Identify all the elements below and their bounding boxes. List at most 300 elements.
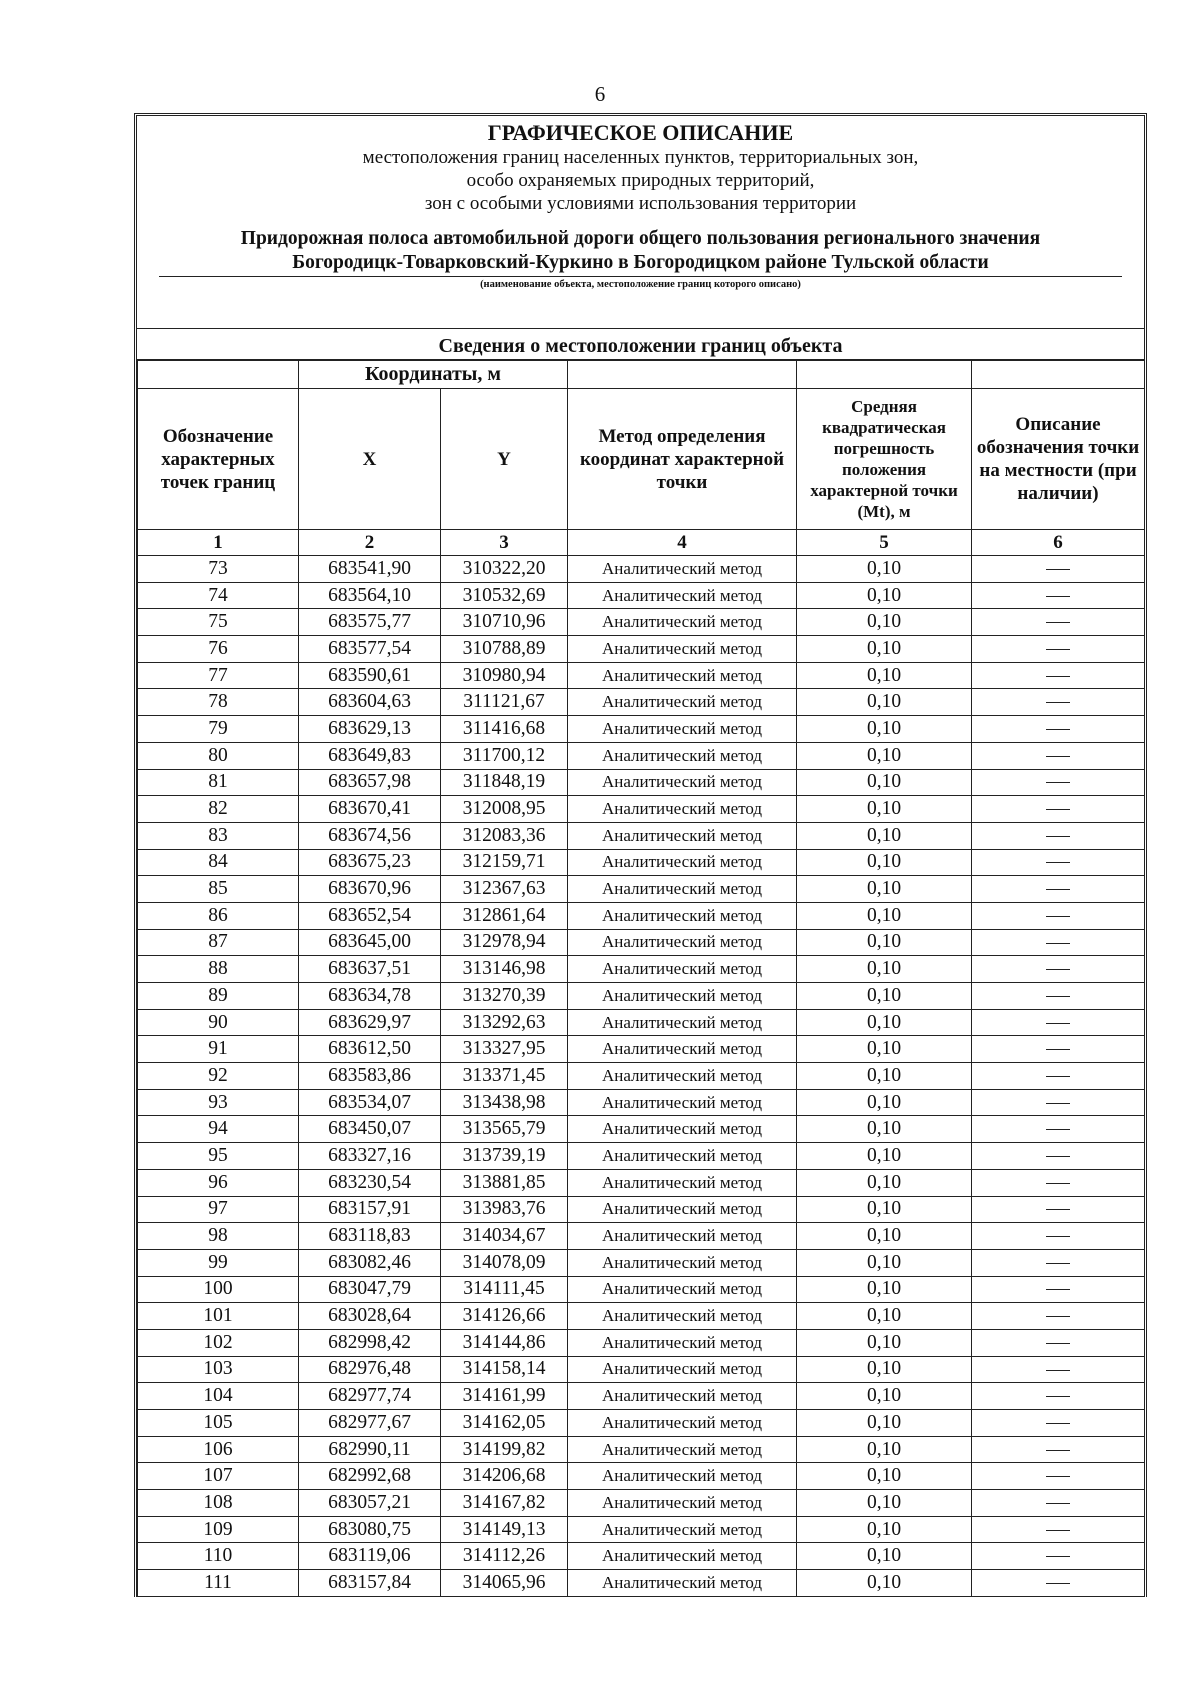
error-cell: 0,10 bbox=[797, 1196, 972, 1223]
table-row bbox=[138, 1089, 1145, 1116]
error-cell: 0,10 bbox=[797, 1356, 972, 1383]
method-cell: Аналитический метод bbox=[568, 1383, 797, 1410]
document-frame bbox=[134, 113, 1147, 1597]
description-cell bbox=[972, 1463, 1145, 1490]
table-row bbox=[138, 902, 1145, 929]
column-header-description: Описание обозначения точки на местности (при наличии) bbox=[972, 389, 1145, 530]
y-cell: 314162,05 bbox=[441, 1410, 568, 1437]
y-cell: 310710,96 bbox=[441, 609, 568, 636]
point-cell: 92 bbox=[138, 1063, 299, 1090]
description-cell bbox=[972, 1570, 1145, 1597]
table-row bbox=[138, 609, 1145, 636]
table-row bbox=[138, 1570, 1145, 1597]
point-cell: 98 bbox=[138, 1223, 299, 1250]
description-cell bbox=[972, 983, 1145, 1010]
dash-mark bbox=[1046, 1343, 1070, 1344]
x-cell: 683674,56 bbox=[299, 822, 441, 849]
table-row bbox=[138, 582, 1145, 609]
point-cell: 94 bbox=[138, 1116, 299, 1143]
y-cell: 311848,19 bbox=[441, 769, 568, 796]
section-title: Сведения о местоположении границ объекта bbox=[137, 328, 1144, 360]
table-body bbox=[138, 556, 1145, 1597]
error-cell: 0,10 bbox=[797, 1516, 972, 1543]
header-cell-blank bbox=[972, 361, 1145, 389]
dash-mark bbox=[1046, 1209, 1070, 1210]
error-cell: 0,10 bbox=[797, 956, 972, 983]
description-cell bbox=[972, 662, 1145, 689]
error-cell: 0,10 bbox=[797, 1063, 972, 1090]
error-cell: 0,10 bbox=[797, 716, 972, 743]
x-cell: 683080,75 bbox=[299, 1516, 441, 1543]
description-cell bbox=[972, 822, 1145, 849]
dash-mark bbox=[1046, 1076, 1070, 1077]
y-cell: 314144,86 bbox=[441, 1329, 568, 1356]
error-cell: 0,10 bbox=[797, 929, 972, 956]
error-cell: 0,10 bbox=[797, 1223, 972, 1250]
x-cell: 683028,64 bbox=[299, 1303, 441, 1330]
x-cell: 683450,07 bbox=[299, 1116, 441, 1143]
method-cell: Аналитический метод bbox=[568, 1463, 797, 1490]
x-cell: 682976,48 bbox=[299, 1356, 441, 1383]
table-row bbox=[138, 1329, 1145, 1356]
table-row bbox=[138, 1490, 1145, 1517]
y-cell: 312159,71 bbox=[441, 849, 568, 876]
x-cell: 683670,96 bbox=[299, 876, 441, 903]
column-number: 1 bbox=[138, 530, 299, 556]
error-cell: 0,10 bbox=[797, 1116, 972, 1143]
description-cell bbox=[972, 1356, 1145, 1383]
table-row bbox=[138, 956, 1145, 983]
error-cell: 0,10 bbox=[797, 689, 972, 716]
y-cell: 313371,45 bbox=[441, 1063, 568, 1090]
dash-mark bbox=[1046, 676, 1070, 677]
y-cell: 310322,20 bbox=[441, 556, 568, 583]
description-cell bbox=[972, 956, 1145, 983]
subtitle-line: зон с особыми условиями использования территории bbox=[424, 193, 857, 214]
table-row bbox=[138, 929, 1145, 956]
point-cell: 91 bbox=[138, 1036, 299, 1063]
method-cell: Аналитический метод bbox=[568, 1009, 797, 1036]
error-cell: 0,10 bbox=[797, 1329, 972, 1356]
point-cell: 99 bbox=[138, 1249, 299, 1276]
method-cell: Аналитический метод bbox=[568, 902, 797, 929]
table-row bbox=[138, 1196, 1145, 1223]
table-row bbox=[138, 796, 1145, 823]
x-cell: 683583,86 bbox=[299, 1063, 441, 1090]
header-cell-blank bbox=[138, 361, 299, 389]
description-cell bbox=[972, 1089, 1145, 1116]
document-title: ГРАФИЧЕСКОЕ ОПИСАНИЕ bbox=[487, 120, 794, 145]
x-cell: 683575,77 bbox=[299, 609, 441, 636]
point-cell: 110 bbox=[138, 1543, 299, 1570]
description-cell bbox=[972, 1329, 1145, 1356]
point-cell: 87 bbox=[138, 929, 299, 956]
dash-mark bbox=[1046, 1236, 1070, 1237]
error-cell: 0,10 bbox=[797, 769, 972, 796]
table-row bbox=[138, 1009, 1145, 1036]
x-cell: 682990,11 bbox=[299, 1436, 441, 1463]
dash-mark bbox=[1046, 969, 1070, 970]
x-cell: 683230,54 bbox=[299, 1169, 441, 1196]
table-row bbox=[138, 1436, 1145, 1463]
point-cell: 89 bbox=[138, 983, 299, 1010]
error-cell: 0,10 bbox=[797, 983, 972, 1010]
description-cell bbox=[972, 1410, 1145, 1437]
description-cell bbox=[972, 876, 1145, 903]
dash-mark bbox=[1046, 862, 1070, 863]
error-cell: 0,10 bbox=[797, 1143, 972, 1170]
point-cell: 105 bbox=[138, 1410, 299, 1437]
description-cell bbox=[972, 716, 1145, 743]
table-row bbox=[138, 1303, 1145, 1330]
y-cell: 314158,14 bbox=[441, 1356, 568, 1383]
description-cell bbox=[972, 556, 1145, 583]
dash-mark bbox=[1046, 622, 1070, 623]
description-cell bbox=[972, 1490, 1145, 1517]
point-cell: 75 bbox=[138, 609, 299, 636]
dash-mark bbox=[1046, 1476, 1070, 1477]
point-cell: 100 bbox=[138, 1276, 299, 1303]
description-cell bbox=[972, 1383, 1145, 1410]
dash-mark bbox=[1046, 702, 1070, 703]
x-cell: 683057,21 bbox=[299, 1490, 441, 1517]
object-caption: (наименование объекта, местоположение границ которого описано) bbox=[480, 279, 801, 290]
x-cell: 683157,91 bbox=[299, 1196, 441, 1223]
y-cell: 314126,66 bbox=[441, 1303, 568, 1330]
x-cell: 683675,23 bbox=[299, 849, 441, 876]
object-name-line: Придорожная полоса автомобильной дороги общего пользования регионального значения bbox=[240, 228, 1041, 249]
description-cell bbox=[972, 902, 1145, 929]
column-header-point: Обозначение характерных точек границ bbox=[138, 389, 299, 530]
method-cell: Аналитический метод bbox=[568, 1249, 797, 1276]
dash-mark bbox=[1046, 1530, 1070, 1531]
y-cell: 313565,79 bbox=[441, 1116, 568, 1143]
method-cell: Аналитический метод bbox=[568, 1303, 797, 1330]
table-row bbox=[138, 1249, 1145, 1276]
table-row bbox=[138, 1223, 1145, 1250]
description-cell bbox=[972, 1543, 1145, 1570]
method-cell: Аналитический метод bbox=[568, 1543, 797, 1570]
description-cell bbox=[972, 636, 1145, 663]
error-cell: 0,10 bbox=[797, 1543, 972, 1570]
table-row bbox=[138, 556, 1145, 583]
dash-mark bbox=[1046, 1049, 1070, 1050]
x-cell: 683119,06 bbox=[299, 1543, 441, 1570]
method-cell: Аналитический метод bbox=[568, 1410, 797, 1437]
column-number: 5 bbox=[797, 530, 972, 556]
description-cell bbox=[972, 1516, 1145, 1543]
y-cell: 314078,09 bbox=[441, 1249, 568, 1276]
y-cell: 312367,63 bbox=[441, 876, 568, 903]
table-row bbox=[138, 742, 1145, 769]
point-cell: 96 bbox=[138, 1169, 299, 1196]
y-cell: 313146,98 bbox=[441, 956, 568, 983]
dash-mark bbox=[1046, 1129, 1070, 1130]
table-row bbox=[138, 1543, 1145, 1570]
dash-mark bbox=[1046, 836, 1070, 837]
y-cell: 313438,98 bbox=[441, 1089, 568, 1116]
point-cell: 102 bbox=[138, 1329, 299, 1356]
description-cell bbox=[972, 1223, 1145, 1250]
table-row bbox=[138, 983, 1145, 1010]
y-cell: 314065,96 bbox=[441, 1570, 568, 1597]
x-cell: 683657,98 bbox=[299, 769, 441, 796]
y-cell: 311700,12 bbox=[441, 742, 568, 769]
description-cell bbox=[972, 1116, 1145, 1143]
description-cell bbox=[972, 1169, 1145, 1196]
dash-mark bbox=[1046, 1423, 1070, 1424]
dash-mark bbox=[1046, 1370, 1070, 1371]
point-cell: 84 bbox=[138, 849, 299, 876]
dash-mark bbox=[1046, 756, 1070, 757]
header-coordinates-group: Координаты, м bbox=[299, 361, 568, 389]
coordinates-table bbox=[137, 360, 1145, 1597]
description-cell bbox=[972, 1009, 1145, 1036]
method-cell: Аналитический метод bbox=[568, 1196, 797, 1223]
point-cell: 93 bbox=[138, 1089, 299, 1116]
method-cell: Аналитический метод bbox=[568, 822, 797, 849]
point-cell: 108 bbox=[138, 1490, 299, 1517]
column-header-x: X bbox=[299, 389, 441, 530]
description-cell bbox=[972, 1276, 1145, 1303]
y-cell: 312978,94 bbox=[441, 929, 568, 956]
description-cell bbox=[972, 1196, 1145, 1223]
x-cell: 683637,51 bbox=[299, 956, 441, 983]
error-cell: 0,10 bbox=[797, 1249, 972, 1276]
error-cell: 0,10 bbox=[797, 1009, 972, 1036]
point-cell: 83 bbox=[138, 822, 299, 849]
dash-mark bbox=[1046, 729, 1070, 730]
error-cell: 0,10 bbox=[797, 876, 972, 903]
y-cell: 311416,68 bbox=[441, 716, 568, 743]
error-cell: 0,10 bbox=[797, 822, 972, 849]
point-cell: 86 bbox=[138, 902, 299, 929]
x-cell: 683645,00 bbox=[299, 929, 441, 956]
error-cell: 0,10 bbox=[797, 1303, 972, 1330]
method-cell: Аналитический метод bbox=[568, 1169, 797, 1196]
x-cell: 683590,61 bbox=[299, 662, 441, 689]
table-row bbox=[138, 1036, 1145, 1063]
method-cell: Аналитический метод bbox=[568, 636, 797, 663]
error-cell: 0,10 bbox=[797, 609, 972, 636]
dash-mark bbox=[1046, 1503, 1070, 1504]
y-cell: 311121,67 bbox=[441, 689, 568, 716]
description-cell bbox=[972, 1063, 1145, 1090]
object-name-line: Богородицк-Товарковский-Куркино в Богородицком районе Тульской области bbox=[292, 252, 989, 273]
x-cell: 683634,78 bbox=[299, 983, 441, 1010]
error-cell: 0,10 bbox=[797, 849, 972, 876]
dash-mark bbox=[1046, 782, 1070, 783]
x-cell: 683629,97 bbox=[299, 1009, 441, 1036]
dash-mark bbox=[1046, 1263, 1070, 1264]
x-cell: 682998,42 bbox=[299, 1329, 441, 1356]
x-cell: 683652,54 bbox=[299, 902, 441, 929]
dash-mark bbox=[1046, 649, 1070, 650]
table-row bbox=[138, 636, 1145, 663]
point-cell: 95 bbox=[138, 1143, 299, 1170]
error-cell: 0,10 bbox=[797, 1570, 972, 1597]
table-row bbox=[138, 1410, 1145, 1437]
error-cell: 0,10 bbox=[797, 1036, 972, 1063]
method-cell: Аналитический метод bbox=[568, 1329, 797, 1356]
y-cell: 312083,36 bbox=[441, 822, 568, 849]
x-cell: 683534,07 bbox=[299, 1089, 441, 1116]
point-cell: 78 bbox=[138, 689, 299, 716]
dash-mark bbox=[1046, 1103, 1070, 1104]
table-row bbox=[138, 822, 1145, 849]
column-header-y: Y bbox=[441, 389, 568, 530]
x-cell: 683670,41 bbox=[299, 796, 441, 823]
point-cell: 85 bbox=[138, 876, 299, 903]
error-cell: 0,10 bbox=[797, 1436, 972, 1463]
dash-mark bbox=[1046, 569, 1070, 570]
object-name bbox=[145, 227, 1136, 275]
y-cell: 314167,82 bbox=[441, 1490, 568, 1517]
column-header-error: Средняя квадратическая погрешность положения характерной точки (Mt), м bbox=[797, 389, 972, 530]
method-cell: Аналитический метод bbox=[568, 742, 797, 769]
x-cell: 683082,46 bbox=[299, 1249, 441, 1276]
description-cell bbox=[972, 1303, 1145, 1330]
y-cell: 314161,99 bbox=[441, 1383, 568, 1410]
method-cell: Аналитический метод bbox=[568, 662, 797, 689]
column-header-method: Метод определения координат характерной точки bbox=[568, 389, 797, 530]
dash-mark bbox=[1046, 1556, 1070, 1557]
y-cell: 313270,39 bbox=[441, 983, 568, 1010]
table-row bbox=[138, 1383, 1145, 1410]
y-cell: 314149,13 bbox=[441, 1516, 568, 1543]
dash-mark bbox=[1046, 1396, 1070, 1397]
description-cell bbox=[972, 929, 1145, 956]
point-cell: 104 bbox=[138, 1383, 299, 1410]
method-cell: Аналитический метод bbox=[568, 1490, 797, 1517]
point-cell: 82 bbox=[138, 796, 299, 823]
point-cell: 90 bbox=[138, 1009, 299, 1036]
description-cell bbox=[972, 742, 1145, 769]
x-cell: 682977,74 bbox=[299, 1383, 441, 1410]
error-cell: 0,10 bbox=[797, 902, 972, 929]
description-cell bbox=[972, 796, 1145, 823]
description-cell bbox=[972, 689, 1145, 716]
dash-mark bbox=[1046, 889, 1070, 890]
method-cell: Аналитический метод bbox=[568, 876, 797, 903]
error-cell: 0,10 bbox=[797, 1276, 972, 1303]
header-block bbox=[137, 116, 1144, 318]
method-cell: Аналитический метод bbox=[568, 983, 797, 1010]
header-cell-blank bbox=[568, 361, 797, 389]
x-cell: 683327,16 bbox=[299, 1143, 441, 1170]
y-cell: 313327,95 bbox=[441, 1036, 568, 1063]
y-cell: 314206,68 bbox=[441, 1463, 568, 1490]
dash-mark bbox=[1046, 943, 1070, 944]
point-cell: 73 bbox=[138, 556, 299, 583]
dash-mark bbox=[1046, 1316, 1070, 1317]
x-cell: 683629,13 bbox=[299, 716, 441, 743]
column-number: 2 bbox=[299, 530, 441, 556]
dash-mark bbox=[1046, 916, 1070, 917]
point-cell: 109 bbox=[138, 1516, 299, 1543]
method-cell: Аналитический метод bbox=[568, 849, 797, 876]
object-underline bbox=[159, 276, 1122, 277]
method-cell: Аналитический метод bbox=[568, 956, 797, 983]
error-cell: 0,10 bbox=[797, 742, 972, 769]
method-cell: Аналитический метод bbox=[568, 1356, 797, 1383]
method-cell: Аналитический метод bbox=[568, 769, 797, 796]
dash-mark bbox=[1046, 809, 1070, 810]
table-row bbox=[138, 1143, 1145, 1170]
y-cell: 314199,82 bbox=[441, 1436, 568, 1463]
method-cell: Аналитический метод bbox=[568, 582, 797, 609]
table-row bbox=[138, 769, 1145, 796]
method-cell: Аналитический метод bbox=[568, 1223, 797, 1250]
error-cell: 0,10 bbox=[797, 556, 972, 583]
dash-mark bbox=[1046, 1583, 1070, 1584]
dash-mark bbox=[1046, 1289, 1070, 1290]
error-cell: 0,10 bbox=[797, 1410, 972, 1437]
dash-mark bbox=[1046, 1156, 1070, 1157]
x-cell: 683649,83 bbox=[299, 742, 441, 769]
point-cell: 88 bbox=[138, 956, 299, 983]
subtitle-line: особо охраняемых природных территорий, bbox=[466, 170, 815, 191]
x-cell: 682992,68 bbox=[299, 1463, 441, 1490]
table-row bbox=[138, 1169, 1145, 1196]
dash-mark bbox=[1046, 1023, 1070, 1024]
method-cell: Аналитический метод bbox=[568, 1143, 797, 1170]
x-cell: 683047,79 bbox=[299, 1276, 441, 1303]
column-number: 4 bbox=[568, 530, 797, 556]
y-cell: 313983,76 bbox=[441, 1196, 568, 1223]
point-cell: 103 bbox=[138, 1356, 299, 1383]
method-cell: Аналитический метод bbox=[568, 1063, 797, 1090]
error-cell: 0,10 bbox=[797, 1089, 972, 1116]
table-row bbox=[138, 1356, 1145, 1383]
point-cell: 79 bbox=[138, 716, 299, 743]
method-cell: Аналитический метод bbox=[568, 796, 797, 823]
point-cell: 76 bbox=[138, 636, 299, 663]
x-cell: 683541,90 bbox=[299, 556, 441, 583]
x-cell: 683157,84 bbox=[299, 1570, 441, 1597]
x-cell: 683577,54 bbox=[299, 636, 441, 663]
table-row bbox=[138, 1276, 1145, 1303]
method-cell: Аналитический метод bbox=[568, 1436, 797, 1463]
error-cell: 0,10 bbox=[797, 1490, 972, 1517]
method-cell: Аналитический метод bbox=[568, 556, 797, 583]
x-cell: 682977,67 bbox=[299, 1410, 441, 1437]
y-cell: 314112,26 bbox=[441, 1543, 568, 1570]
x-cell: 683604,63 bbox=[299, 689, 441, 716]
method-cell: Аналитический метод bbox=[568, 1089, 797, 1116]
description-cell bbox=[972, 1249, 1145, 1276]
error-cell: 0,10 bbox=[797, 582, 972, 609]
point-cell: 74 bbox=[138, 582, 299, 609]
error-cell: 0,10 bbox=[797, 1463, 972, 1490]
y-cell: 314111,45 bbox=[441, 1276, 568, 1303]
method-cell: Аналитический метод bbox=[568, 1116, 797, 1143]
description-cell bbox=[972, 769, 1145, 796]
method-cell: Аналитический метод bbox=[568, 1516, 797, 1543]
dash-mark bbox=[1046, 1450, 1070, 1451]
subtitle-line: местоположения границ населенных пунктов, территориальных зон, bbox=[362, 147, 919, 168]
description-cell bbox=[972, 1143, 1145, 1170]
y-cell: 310980,94 bbox=[441, 662, 568, 689]
point-cell: 106 bbox=[138, 1436, 299, 1463]
method-cell: Аналитический метод bbox=[568, 929, 797, 956]
point-cell: 107 bbox=[138, 1463, 299, 1490]
table-row bbox=[138, 689, 1145, 716]
y-cell: 312008,95 bbox=[441, 796, 568, 823]
y-cell: 313739,19 bbox=[441, 1143, 568, 1170]
point-cell: 77 bbox=[138, 662, 299, 689]
dash-mark bbox=[1046, 596, 1070, 597]
